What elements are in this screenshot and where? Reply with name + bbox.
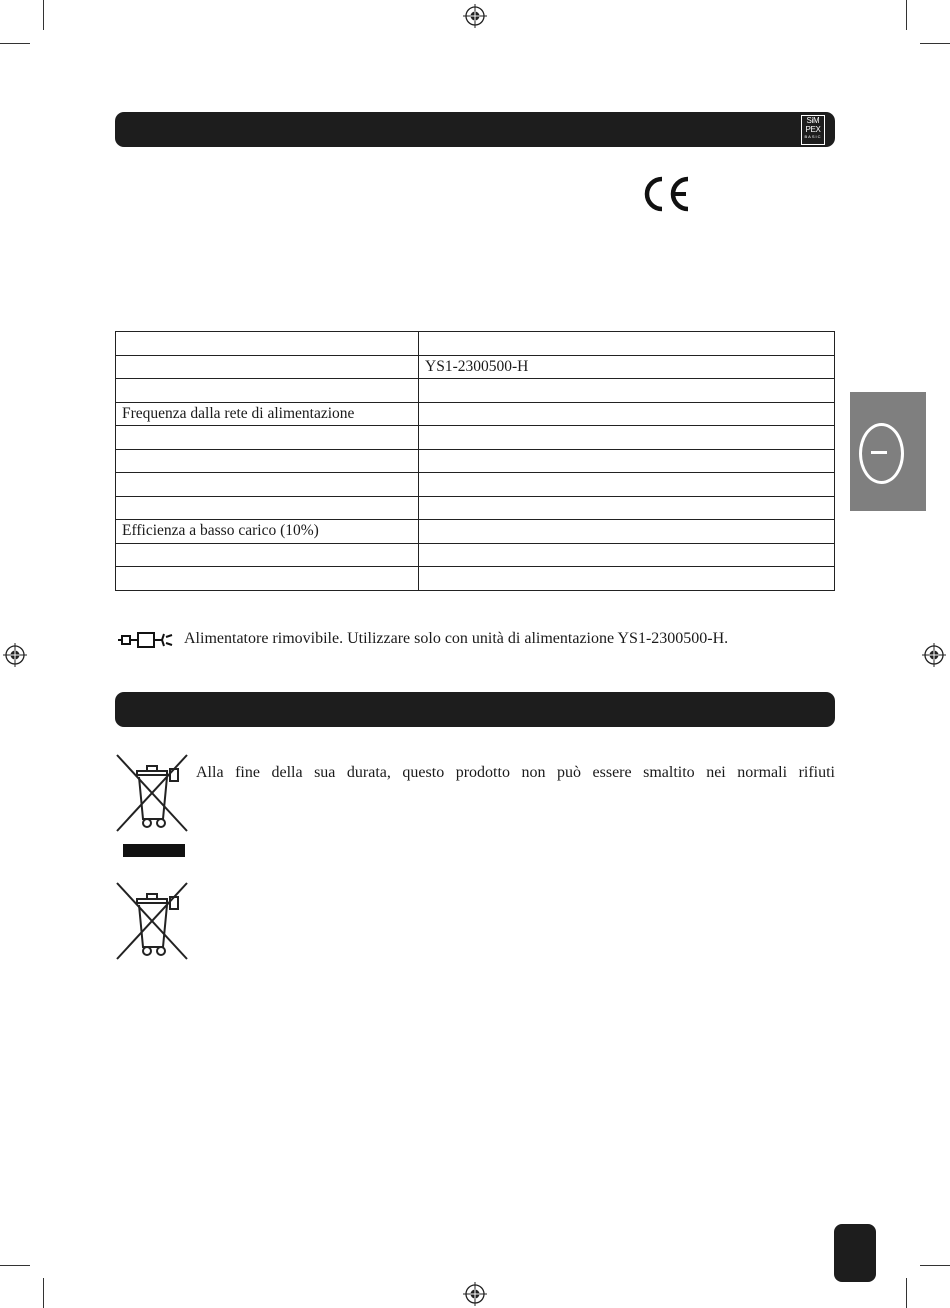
registration-mark-icon (922, 643, 946, 667)
crossed-out-bin-icon (115, 881, 189, 961)
spec-label (116, 496, 419, 520)
crossed-out-bin-icon (115, 753, 189, 859)
spec-value (419, 496, 835, 520)
crop-mark (920, 1265, 950, 1266)
table-row (116, 473, 835, 497)
spec-value: YS1-2300500-H (419, 355, 835, 379)
spec-label (116, 332, 419, 356)
spec-label (116, 567, 419, 591)
spec-value (419, 426, 835, 450)
spec-table (115, 331, 835, 591)
crop-mark (920, 43, 950, 44)
spec-label: Frequenza dalla rete di alimentazione (116, 402, 419, 426)
spec-label (116, 426, 419, 450)
page-number-badge (834, 1224, 876, 1282)
spec-value (419, 567, 835, 591)
language-tab (850, 392, 926, 511)
spec-label: Efficienza a basso carico (10%) (116, 520, 419, 544)
registration-mark-icon (463, 4, 487, 28)
crop-mark (0, 1265, 30, 1266)
spec-label (116, 543, 419, 567)
plug-note: Alimentatore rimovibile. Utilizzare solo con unità di alimentazione YS1-2300500-H. (184, 630, 729, 647)
spec-label (116, 473, 419, 497)
table-row (116, 402, 835, 426)
disposal-text: Alla fine della sua durata, questo prodotto non può essere smaltito nei normali rifiuti (196, 764, 835, 781)
table-row (116, 520, 835, 544)
crop-mark (43, 0, 44, 30)
spec-label (116, 379, 419, 403)
plug-adapter-icon (118, 631, 174, 649)
crop-mark (0, 43, 30, 44)
table-row (116, 379, 835, 403)
spec-value (419, 473, 835, 497)
spec-value (419, 449, 835, 473)
ce-mark-icon (638, 175, 692, 213)
table-row (116, 355, 835, 379)
registration-mark-icon (3, 643, 27, 667)
section-header-bar (115, 692, 835, 727)
section-header-bar (115, 112, 835, 147)
spec-label (116, 355, 419, 379)
table-row (116, 449, 835, 473)
spec-value (419, 402, 835, 426)
registration-mark-icon (463, 1282, 487, 1306)
spec-value (419, 520, 835, 544)
crop-mark (43, 1278, 44, 1308)
table-row (116, 332, 835, 356)
crop-mark (906, 0, 907, 30)
table-row (116, 426, 835, 450)
language-tab-dash (871, 451, 887, 454)
table-row (116, 496, 835, 520)
spec-value (419, 379, 835, 403)
table-row (116, 543, 835, 567)
crop-mark (906, 1278, 907, 1308)
brand-logo: SiM PEX BASIC (801, 115, 825, 145)
spec-value (419, 543, 835, 567)
spec-label (116, 449, 419, 473)
table-row (116, 567, 835, 591)
spec-value (419, 332, 835, 356)
